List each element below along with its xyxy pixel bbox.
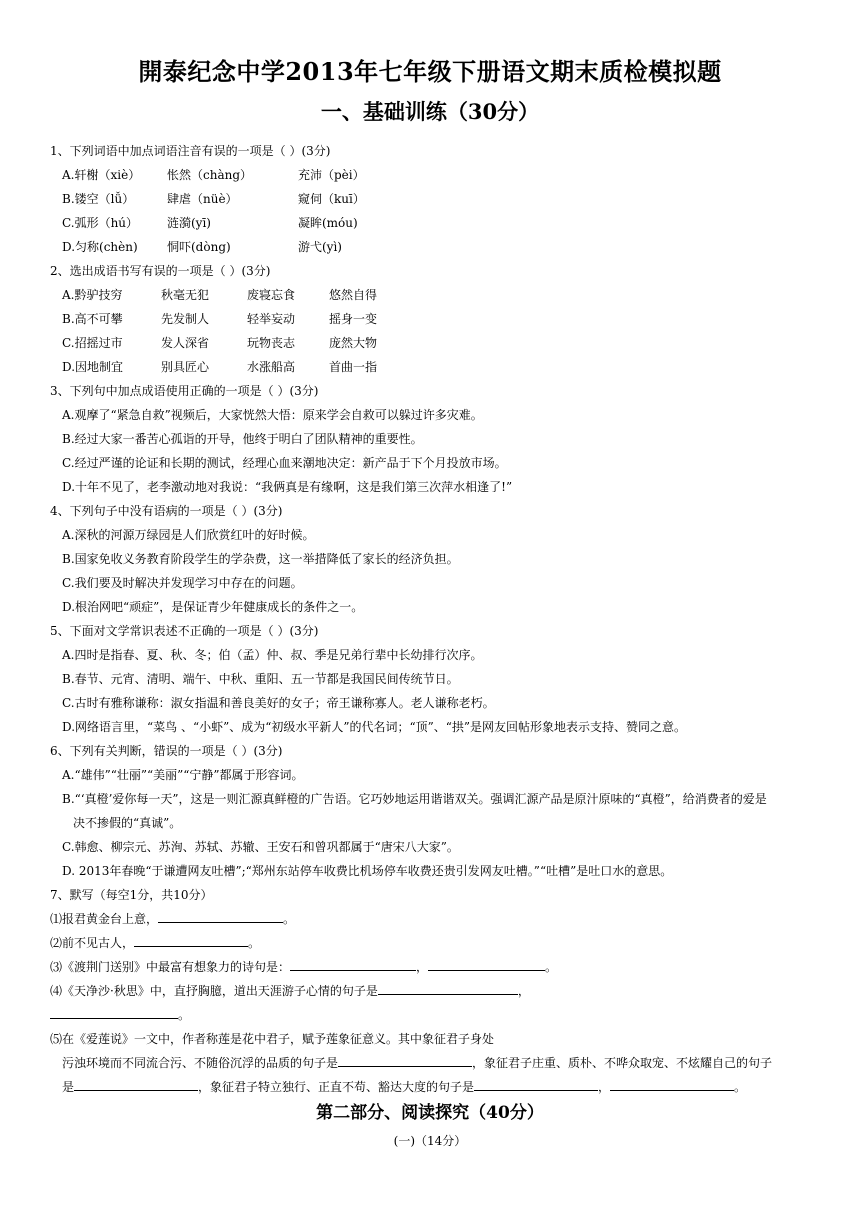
- section-heading-basics: 一、基础训练（30分）: [320, 99, 540, 124]
- punctuation: 。: [545, 960, 558, 974]
- question-2-option-c: [50, 331, 830, 355]
- dictation-4-continued: [50, 1003, 830, 1027]
- answer-blank[interactable]: [378, 979, 518, 995]
- question-6-option-d: D. 2013年春晚“于谦遭网友吐槽”;“郑州东站停车收费比机场停车收费还贵引发网友吐槽。”“吐槽”是吐口水的意思。: [62, 864, 673, 878]
- option-term: 肆虐（nüè）: [167, 192, 238, 206]
- option-term: 怅然（chàng）: [167, 168, 253, 182]
- punctuation: 。: [178, 1008, 191, 1022]
- question-6-option-b: B.“‘真橙’爱你每一天”，这是一则汇源真鲜橙的广告语。它巧妙地运用谐谐双关。强调汇源产品是原汁原味的“真橙”，给消费者的爱是: [62, 792, 767, 806]
- idiom: 首曲一指: [329, 360, 378, 374]
- question-3-option-b: B.经过大家一番苦心孤诣的开导，他终于明白了团队精神的重要性。: [62, 432, 423, 446]
- option-term: 充沛（pèi）: [298, 168, 365, 182]
- idiom: 别具匠心: [161, 360, 210, 374]
- question-3-option-d: D.十年不见了，老李激动地对我说：“我俩真是有缘啊，这是我们第三次萍水相逢了!”: [62, 480, 513, 494]
- answer-blank[interactable]: [338, 1051, 472, 1067]
- punctuation: ，: [517, 984, 530, 998]
- option-term: 游弋(yì): [298, 240, 342, 254]
- dictation-prompt: 污浊环境而不同流合污、不随俗沉浮的品质的句子是: [62, 1056, 339, 1070]
- question-3-option-a: A.观摩了“紧急自救”视频后，大家恍然大悟：原来学会自救可以躲过许多灾难。: [62, 408, 483, 422]
- question-6-option-b-continued: 决不掺假的“真诚”。: [73, 816, 182, 830]
- question-5-stem: 5、下面对文学常识表述不正确的一项是（ ）(3分): [50, 624, 319, 638]
- dictation-prompt: ，象征君子庄重、质朴、不哗众取宠、不炫耀自己的句子: [472, 1056, 773, 1070]
- answer-blank[interactable]: [134, 931, 248, 947]
- question-1-option-c: [50, 211, 830, 235]
- idiom: 庞然大物: [329, 336, 378, 350]
- question-2-option-a: [50, 283, 830, 307]
- question-4-option-c: C.我们要及时解决并发现学习中存在的问题。: [62, 576, 303, 590]
- question-2-option-d: [50, 355, 830, 379]
- idiom: C.招摇过市: [62, 336, 123, 350]
- question-5-option-d: D.网络语言里，“菜鸟 、“小虾”、成为“初级水平新人”的代名词；“顶”、“拱”是网友回帖形象地表示支持、赞同之意。: [62, 720, 687, 734]
- question-5-option-b: B.春节、元宵、清明、端午、中秋、重阳、五一节都是我国民间传统节日。: [62, 672, 459, 686]
- question-1-option-b: [50, 187, 830, 211]
- option-term: B.镂空（lǚ）: [62, 192, 135, 206]
- idiom: A.黔驴技穷: [62, 288, 123, 302]
- punctuation: 。: [734, 1080, 747, 1094]
- option-term: 凝眸(móu): [298, 216, 358, 230]
- idiom: D.因地制宜: [62, 360, 124, 374]
- dictation-3: [50, 955, 830, 979]
- question-2-option-b: [50, 307, 830, 331]
- idiom: 废寝忘食: [247, 288, 296, 302]
- answer-blank[interactable]: [428, 955, 545, 971]
- idiom: 轻举妄动: [247, 312, 296, 326]
- question-4-option-d: D.根治网吧“顽症”，是保证青少年健康成长的条件之一。: [62, 600, 364, 614]
- dictation-2: [50, 931, 830, 955]
- question-6-stem: 6、下列有关判断，错误的一项是（ ）(3分): [50, 744, 283, 758]
- dictation-5: ⑸在《爱莲说》一文中，作者称莲是花中君子，赋予莲象征意义。其中象征君子身处: [50, 1032, 495, 1046]
- question-1-stem: 1、下列词语中加点词语注音有误的一项是（ ）(3分): [50, 144, 331, 158]
- question-2-stem: 2、选出成语书写有误的一项是（ ）(3分): [50, 264, 271, 278]
- dictation-prompt: ⑷《天净沙·秋思》中，直抒胸臆，道出天涯游子心情的句子是: [50, 984, 378, 998]
- idiom: 悠然自得: [329, 288, 378, 302]
- dictation-4: [50, 979, 830, 1003]
- option-term: 恫吓(dòng): [167, 240, 231, 254]
- dictation-prompt: ，象征君子特立独行、正直不苟、豁达大度的句子是: [198, 1080, 475, 1094]
- answer-blank[interactable]: [74, 1075, 198, 1091]
- question-4-option-a: A.深秋的河源万绿园是人们欣赏红叶的好时候。: [62, 528, 315, 542]
- answer-blank[interactable]: [50, 1003, 178, 1019]
- dictation-prompt: ⑵前不见古人，: [50, 936, 135, 950]
- question-4-option-b: B.国家免收义务教育阶段学生的学杂费，这一举措降低了家长的经济负担。: [62, 552, 459, 566]
- punctuation: ，: [416, 960, 429, 974]
- option-term: C.弧形（hú）: [62, 216, 139, 230]
- punctuation: 。: [248, 936, 261, 950]
- dictation-prompt: ⑶《渡荆门送别》中最富有想象力的诗句是：: [50, 960, 291, 974]
- question-5-option-c: C.古时有雅称谦称：淑女指温和善良美好的女子；帝王谦称寡人。老人谦称老朽。: [62, 696, 495, 710]
- dictation-prompt: 是: [62, 1080, 75, 1094]
- answer-blank[interactable]: [158, 907, 283, 923]
- question-3-option-c: C.经过严谨的论证和长期的测试，经理心血来潮地决定：新产品于下个月投放市场。: [62, 456, 507, 470]
- idiom: 先发制人: [161, 312, 210, 326]
- idiom: 发人深省: [161, 336, 210, 350]
- dictation-5-line-2: [50, 1051, 830, 1075]
- idiom: 水涨船高: [247, 360, 296, 374]
- subsection-heading: (一)（14分）: [393, 1134, 467, 1148]
- question-5-option-a: A.四时是指春、夏、秋、冬；伯（孟）仲、叔、季是兄弟行辈中长幼排行次序。: [62, 648, 483, 662]
- question-1-option-d: [50, 235, 830, 259]
- idiom: 摇身一变: [329, 312, 378, 326]
- section-heading-reading: 第二部分、阅读探究（40分）: [316, 1103, 544, 1123]
- answer-blank[interactable]: [610, 1075, 734, 1091]
- dictation-prompt: ⑴报君黄金台上意，: [50, 912, 159, 926]
- option-term: D.匀称(chèn): [62, 240, 138, 254]
- idiom: 秋毫无犯: [161, 288, 210, 302]
- question-6-option-c: C.韩愈、柳宗元、苏洵、苏轼、苏辙、王安石和曾巩都属于“唐宋八大家”。: [62, 840, 459, 854]
- page-title: 開泰纪念中学2013年七年级下册语文期末质检模拟题: [138, 57, 722, 86]
- idiom: B.高不可攀: [62, 312, 123, 326]
- answer-blank[interactable]: [290, 955, 416, 971]
- punctuation: ，: [598, 1080, 611, 1094]
- option-term: 涟漪(yī): [167, 216, 211, 230]
- dictation-5-line-3: [50, 1075, 830, 1099]
- idiom: 玩物丧志: [247, 336, 296, 350]
- option-term: 窥伺（kuī）: [298, 192, 365, 206]
- option-term: A.轩榭（xiè）: [62, 168, 141, 182]
- question-6-option-a: A.“雄伟”“壮丽”“美丽”“宁静”都属于形容词。: [62, 768, 304, 782]
- dictation-1: [50, 907, 830, 931]
- question-4-stem: 4、下列句子中没有语病的一项是（ ）(3分): [50, 504, 283, 518]
- question-1-option-a: [50, 163, 830, 187]
- question-3-stem: 3、下列句中加点成语使用正确的一项是（ ）(3分): [50, 384, 319, 398]
- answer-blank[interactable]: [474, 1075, 598, 1091]
- question-7-stem: 7、默写（每空1分，共10分）: [50, 888, 213, 902]
- question-content: [50, 139, 830, 1099]
- punctuation: 。: [283, 912, 296, 926]
